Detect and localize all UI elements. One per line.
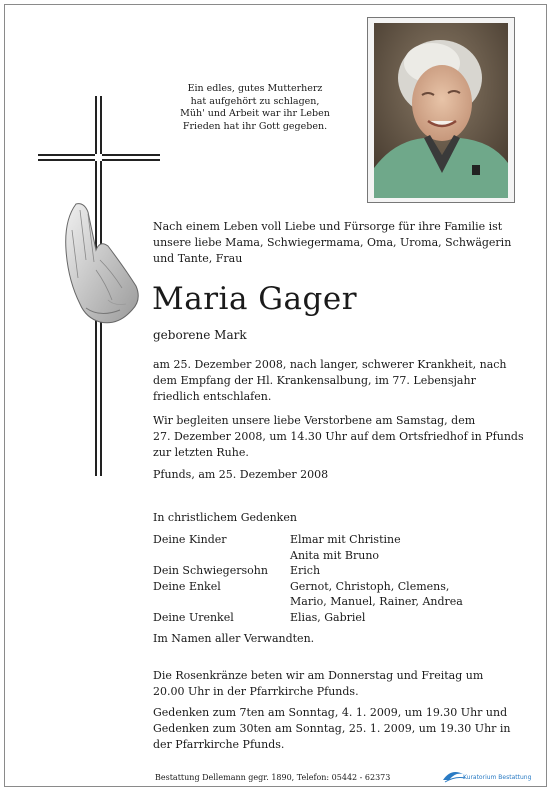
rosary-line: 20.00 Uhr in der Pfarrkirche Pfunds. xyxy=(153,685,359,698)
logo-text: Kuratorium Bestattung xyxy=(463,774,532,781)
family-row xyxy=(153,532,463,563)
portrait-frame xyxy=(367,17,515,203)
family-names: Anita mit Bruno xyxy=(290,548,380,562)
footer-contact: Bestattung Dellemann gegr. 1890, Telefon: 05442 - 62373 xyxy=(155,773,391,782)
poem-line: Ein edles, gutes Mutterherz xyxy=(187,83,323,94)
rosary-line: Die Rosenkränze beten wir am Donnerstag und Freitag um xyxy=(153,669,484,682)
family-relation: Deine Kinder xyxy=(153,533,227,546)
family-list xyxy=(153,532,463,625)
family-relation: Dein Schwiegersohn xyxy=(153,564,268,577)
family-names: Elias, Gabriel xyxy=(290,610,366,624)
poem-line: hat aufgehört zu schlagen, xyxy=(190,95,320,107)
place-date: Pfunds, am 25. Dezember 2008 xyxy=(153,468,329,481)
poem-line: Müh' und Arbeit war ihr Leben xyxy=(180,108,330,119)
family-row xyxy=(153,579,463,610)
death-line: dem Empfang der Hl. Krankensalbung, im 77. Lebensjahr xyxy=(153,374,476,387)
deceased-name: Maria Gager xyxy=(152,281,358,317)
intro-line: Nach einem Leben voll Liebe und Fürsorge für ihre Familie ist xyxy=(153,220,503,233)
funeral-line: zur letzten Ruhe. xyxy=(153,446,249,459)
kuratorium-logo xyxy=(441,766,537,786)
memorial-heading: In christlichem Gedenken xyxy=(153,511,297,524)
poem xyxy=(170,83,340,133)
praying-hands-icon xyxy=(56,200,142,328)
relatives-note: Im Namen aller Verwandten. xyxy=(153,632,315,645)
family-row xyxy=(153,610,463,626)
maiden-name: geborene Mark xyxy=(153,328,247,342)
family-names: Erich xyxy=(290,564,321,577)
intro-line: und Tante, Frau xyxy=(153,252,243,265)
family-relation: Deine Enkel xyxy=(153,579,221,593)
cross-center xyxy=(95,154,102,161)
portrait-photo xyxy=(374,23,508,198)
death-line: am 25. Dezember 2008, nach langer, schwerer Krankheit, nach xyxy=(153,358,507,371)
family-row xyxy=(153,563,463,579)
funeral-line: Wir begleiten unsere liebe Verstorbene am Samstag, dem xyxy=(153,414,476,427)
death-line: friedlich entschlafen. xyxy=(153,390,272,403)
intro-line: unsere liebe Mama, Schwiegermama, Oma, Uroma, Schwägerin xyxy=(153,236,512,249)
family-names: Gernot, Christoph, Clemens, xyxy=(290,579,450,593)
mass-line: Gedenken zum 30ten am Sonntag, 25. 1. 2009, um 19.30 Uhr in xyxy=(153,722,511,735)
family-names: Elmar mit Christine xyxy=(290,533,401,546)
mass-line: Gedenken zum 7ten am Sonntag, 4. 1. 2009, um 19.30 Uhr und xyxy=(153,706,508,719)
funeral-line: 27. Dezember 2008, um 14.30 Uhr auf dem Ortsfriedhof in Pfunds xyxy=(153,430,524,443)
family-names: Mario, Manuel, Rainer, Andrea xyxy=(290,595,463,608)
poem-line: Frieden hat ihr Gott gegeben. xyxy=(182,120,328,132)
family-relation: Deine Urenkel xyxy=(153,610,234,624)
mass-line: der Pfarrkirche Pfunds. xyxy=(153,738,285,751)
